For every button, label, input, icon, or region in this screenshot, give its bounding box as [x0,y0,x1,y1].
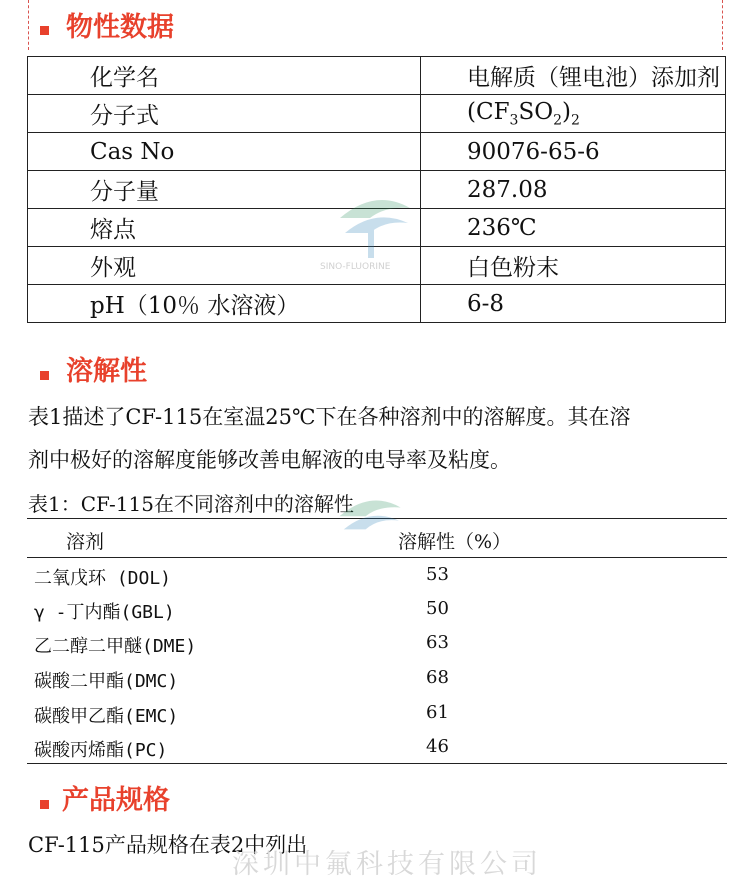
bullet-square-icon [40,800,49,809]
property-value: 236℃ [421,209,726,247]
formula-subscript: 3 [509,112,519,129]
solvent-name: 碳酸甲乙酯(EMC) [34,706,179,727]
property-label: 化学名 [28,57,421,95]
bullet-square-icon [40,371,49,380]
solubility-value: 46 [426,736,449,757]
formula-subscript: 2 [553,112,562,129]
property-label: Cas No [28,133,421,171]
watermark-logo-text: SINO-FLUORINE [320,262,391,272]
dashed-border-left [28,0,29,50]
property-value: 90076-65-6 [421,133,726,171]
table-row [28,285,726,323]
solvent-name: 碳酸丙烯酯(PC) [34,740,168,761]
solvent-name: 碳酸二甲酯(DMC) [34,671,179,692]
specs-paragraph: CF-115产品规格在表2中列出 [28,833,308,857]
property-value: 287.08 [421,171,726,209]
solubility-value: 61 [426,702,449,723]
watermark-logo-icon [330,490,410,560]
footer-watermark: 深圳中氟科技有限公司 [232,849,542,880]
section-title-properties: 物性数据 [66,12,174,43]
table1-caption: 表1：CF-115在不同溶剂中的溶解性 [28,492,354,516]
watermark-logo-icon [330,188,420,268]
bullet-square-icon [40,26,49,35]
table1-bottom-rule [27,763,727,764]
table1-header-solubility: 溶解性（%） [398,531,512,553]
solubility-value: 68 [426,667,449,688]
solvent-name: 乙二醇二甲醚(DME) [34,636,197,657]
property-value-formula [421,95,726,133]
table-row [28,133,726,171]
formula-part: ) [562,98,571,125]
property-value: 白色粉末 [421,247,726,285]
solubility-paragraph-line2: 剂中极好的溶解度能够改善电解液的电导率及粘度。 [28,448,511,472]
property-label: 分子量 [28,171,421,209]
table1-header-solvent: 溶剂 [66,531,105,553]
solubility-value: 50 [426,598,449,619]
table-row [28,57,726,95]
dashed-border-right [722,0,723,50]
section-title-solubility: 溶解性 [66,356,147,387]
formula-subscript: 2 [570,112,580,129]
formula-part: SO [518,98,554,125]
table-row [28,95,726,133]
property-value: 6-8 [421,285,726,323]
section-title-specs: 产品规格 [62,785,170,816]
property-label: pH（10％ 水溶液） [28,285,421,323]
property-label: 熔点 [28,209,421,247]
watermark-logo [330,188,420,272]
formula-part: (CF [467,98,510,125]
solubility-paragraph-line1: 表1描述了CF-115在室温25℃下在各种溶剂中的溶解度。其在溶 [28,405,631,429]
solubility-value: 63 [426,632,449,653]
solvent-name: γ -丁内酯(GBL) [34,602,175,623]
solubility-value: 53 [426,564,449,585]
property-label: 分子式 [28,95,421,133]
watermark-logo [330,490,410,564]
property-label: 外观 [28,247,421,285]
property-value: 电解质（锂电池）添加剂 [421,57,726,95]
solvent-name: 二氧戊环 (DOL) [34,568,172,589]
